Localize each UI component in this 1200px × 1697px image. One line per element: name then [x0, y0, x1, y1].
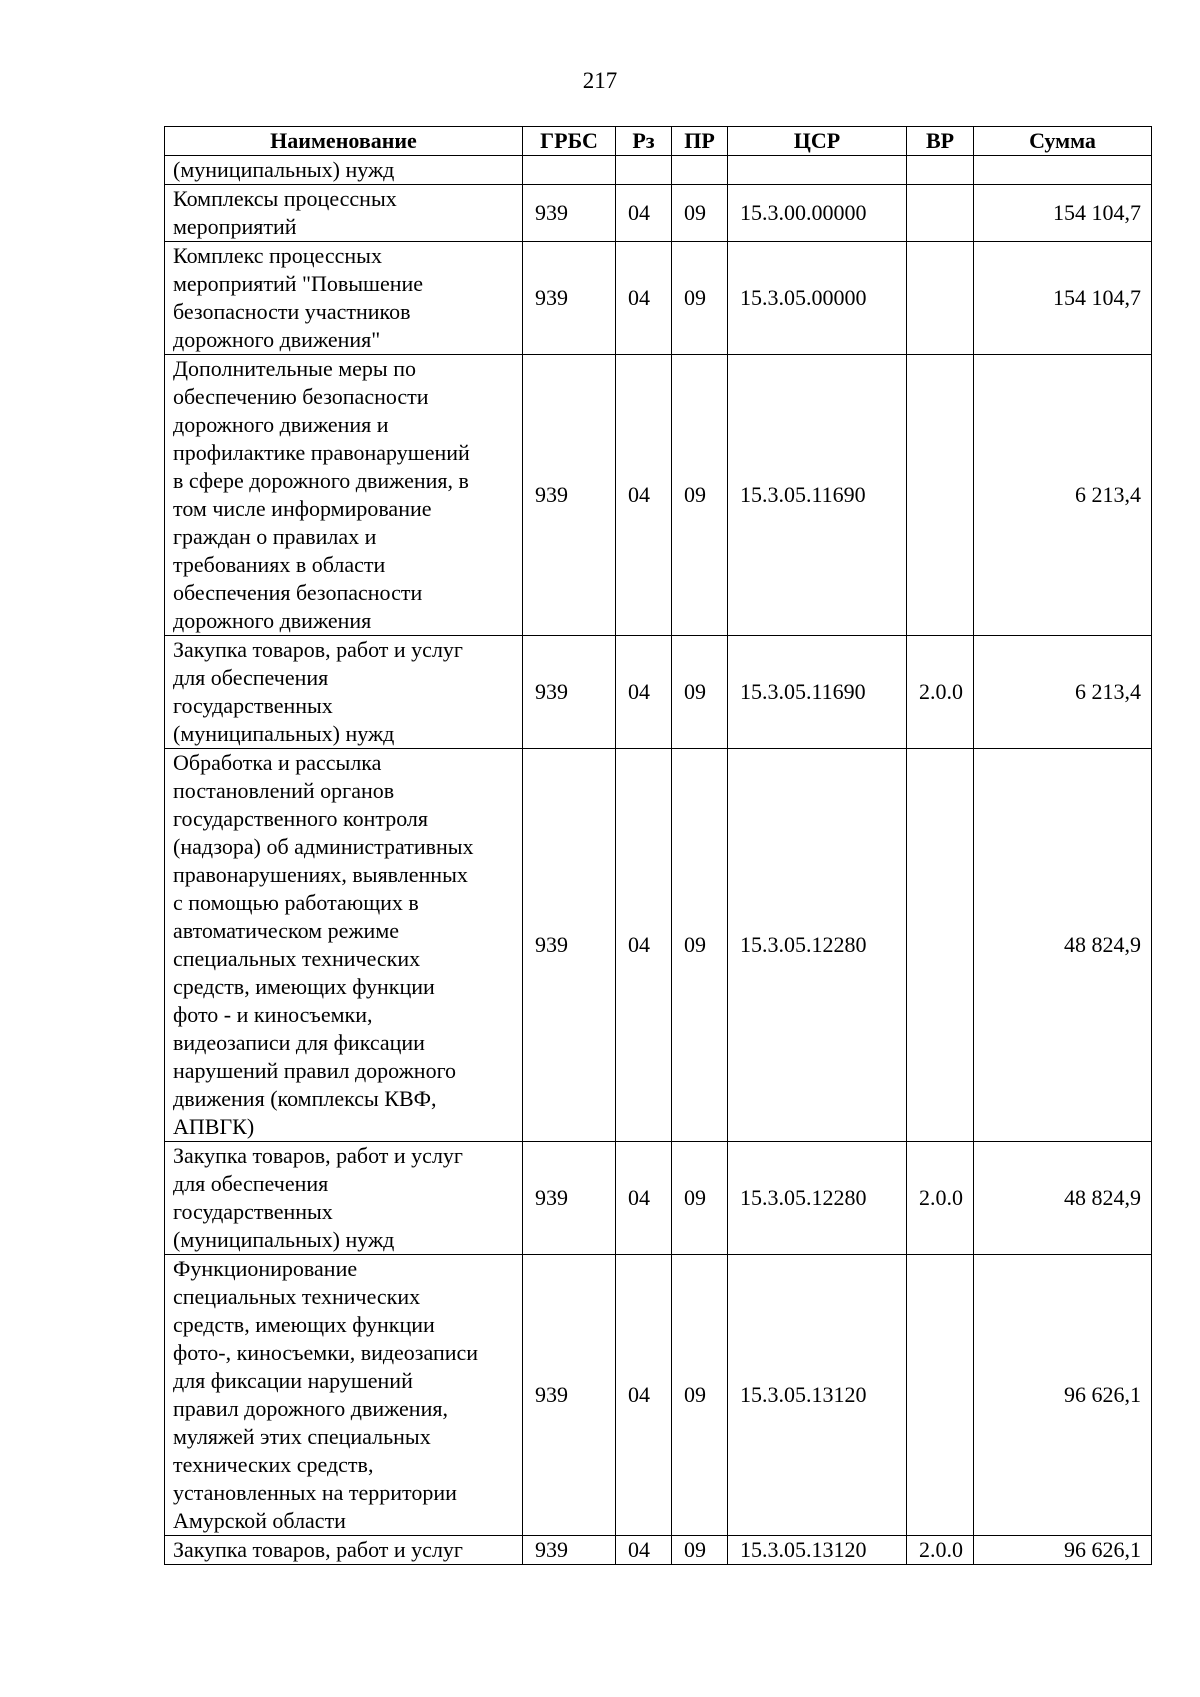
cell-sum: 48 824,9 — [974, 1142, 1152, 1255]
table-row — [165, 355, 1152, 636]
cell-pr: 09 — [672, 1536, 728, 1565]
cell-vr — [907, 1255, 974, 1536]
cell-rz: 04 — [616, 1142, 672, 1255]
column-header-pr: ПР — [672, 127, 728, 156]
cell-rz: 04 — [616, 355, 672, 636]
cell-name: (муниципальных) нужд — [165, 156, 523, 185]
cell-grbs: 939 — [523, 355, 616, 636]
cell-grbs: 939 — [523, 185, 616, 242]
cell-csr: 15.3.05.00000 — [728, 242, 907, 355]
cell-grbs: 939 — [523, 749, 616, 1142]
cell-name: Закупка товаров, работ и услуг для обеспечения государственных (муниципальных) нужд — [165, 636, 523, 749]
cell-sum: 48 824,9 — [974, 749, 1152, 1142]
cell-pr: 09 — [672, 749, 728, 1142]
cell-grbs: 939 — [523, 636, 616, 749]
cell-sum: 96 626,1 — [974, 1536, 1152, 1565]
cell-csr — [728, 156, 907, 185]
cell-name: Дополнительные меры по обеспечению безопасности дорожного движения и профилактике правонарушений в сфере дорожного движения, в том числе информирование граждан о правилах и требованиях в области обеспечения безопасности дорожного движения — [165, 355, 523, 636]
cell-vr — [907, 242, 974, 355]
cell-name: Закупка товаров, работ и услуг — [165, 1536, 523, 1565]
cell-sum: 6 213,4 — [974, 636, 1152, 749]
page-number: 217 — [582, 68, 618, 93]
cell-csr: 15.3.05.12280 — [728, 1142, 907, 1255]
column-header-sum: Сумма — [974, 127, 1152, 156]
table-row — [165, 185, 1152, 242]
cell-vr — [907, 156, 974, 185]
cell-rz: 04 — [616, 749, 672, 1142]
cell-rz: 04 — [616, 636, 672, 749]
cell-grbs: 939 — [523, 1255, 616, 1536]
cell-pr: 09 — [672, 1255, 728, 1536]
cell-vr — [907, 749, 974, 1142]
table-row — [165, 749, 1152, 1142]
column-header-rz: Рз — [616, 127, 672, 156]
cell-name: Закупка товаров, работ и услуг для обеспечения государственных (муниципальных) нужд — [165, 1142, 523, 1255]
table-header-row — [165, 127, 1152, 156]
cell-sum: 96 626,1 — [974, 1255, 1152, 1536]
cell-pr — [672, 156, 728, 185]
cell-rz: 04 — [616, 1536, 672, 1565]
cell-rz: 04 — [616, 1255, 672, 1536]
cell-csr: 15.3.05.11690 — [728, 355, 907, 636]
cell-pr: 09 — [672, 355, 728, 636]
cell-vr — [907, 185, 974, 242]
cell-vr: 2.0.0 — [907, 1142, 974, 1255]
cell-csr: 15.3.05.11690 — [728, 636, 907, 749]
table-row — [165, 1255, 1152, 1536]
cell-grbs: 939 — [523, 1536, 616, 1565]
cell-vr: 2.0.0 — [907, 636, 974, 749]
column-header-vr: ВР — [907, 127, 974, 156]
cell-grbs: 939 — [523, 1142, 616, 1255]
table-row — [165, 636, 1152, 749]
budget-table — [164, 126, 1152, 1565]
cell-rz: 04 — [616, 185, 672, 242]
table-row — [165, 1142, 1152, 1255]
cell-vr: 2.0.0 — [907, 1536, 974, 1565]
cell-name: Комплексы процессных мероприятий — [165, 185, 523, 242]
cell-sum: 154 104,7 — [974, 185, 1152, 242]
cell-csr: 15.3.05.13120 — [728, 1536, 907, 1565]
cell-grbs — [523, 156, 616, 185]
cell-pr: 09 — [672, 242, 728, 355]
cell-name: Функционирование специальных технических средств, имеющих функции фото-, киносъемки, видеозаписи для фиксации нарушений правил дорожного движения, муляжей этих специальных технических средств, установленных на территории Амурской области — [165, 1255, 523, 1536]
cell-pr: 09 — [672, 185, 728, 242]
cell-rz: 04 — [616, 242, 672, 355]
cell-vr — [907, 355, 974, 636]
cell-name: Обработка и рассылка постановлений органов государственного контроля (надзора) об административных правонарушениях, выявленных с помощью работающих в автоматическом режиме специальных технических средств, имеющих функции фото - и киносъемки, видеозаписи для фиксации нарушений правил дорожного движения (комплексы КВФ, АПВГК) — [165, 749, 523, 1142]
column-header-grbs: ГРБС — [523, 127, 616, 156]
cell-grbs: 939 — [523, 242, 616, 355]
cell-name: Комплекс процессных мероприятий "Повышение безопасности участников дорожного движения" — [165, 242, 523, 355]
cell-sum: 6 213,4 — [974, 355, 1152, 636]
cell-csr: 15.3.05.13120 — [728, 1255, 907, 1536]
cell-pr: 09 — [672, 636, 728, 749]
column-header-csr: ЦСР — [728, 127, 907, 156]
table-body — [165, 156, 1152, 1565]
cell-pr: 09 — [672, 1142, 728, 1255]
cell-csr: 15.3.00.00000 — [728, 185, 907, 242]
cell-rz — [616, 156, 672, 185]
cell-csr: 15.3.05.12280 — [728, 749, 907, 1142]
cell-sum: 154 104,7 — [974, 242, 1152, 355]
table-row — [165, 242, 1152, 355]
table-row — [165, 1536, 1152, 1565]
cell-sum — [974, 156, 1152, 185]
column-header-name: Наименование — [165, 127, 523, 156]
table-row — [165, 156, 1152, 185]
